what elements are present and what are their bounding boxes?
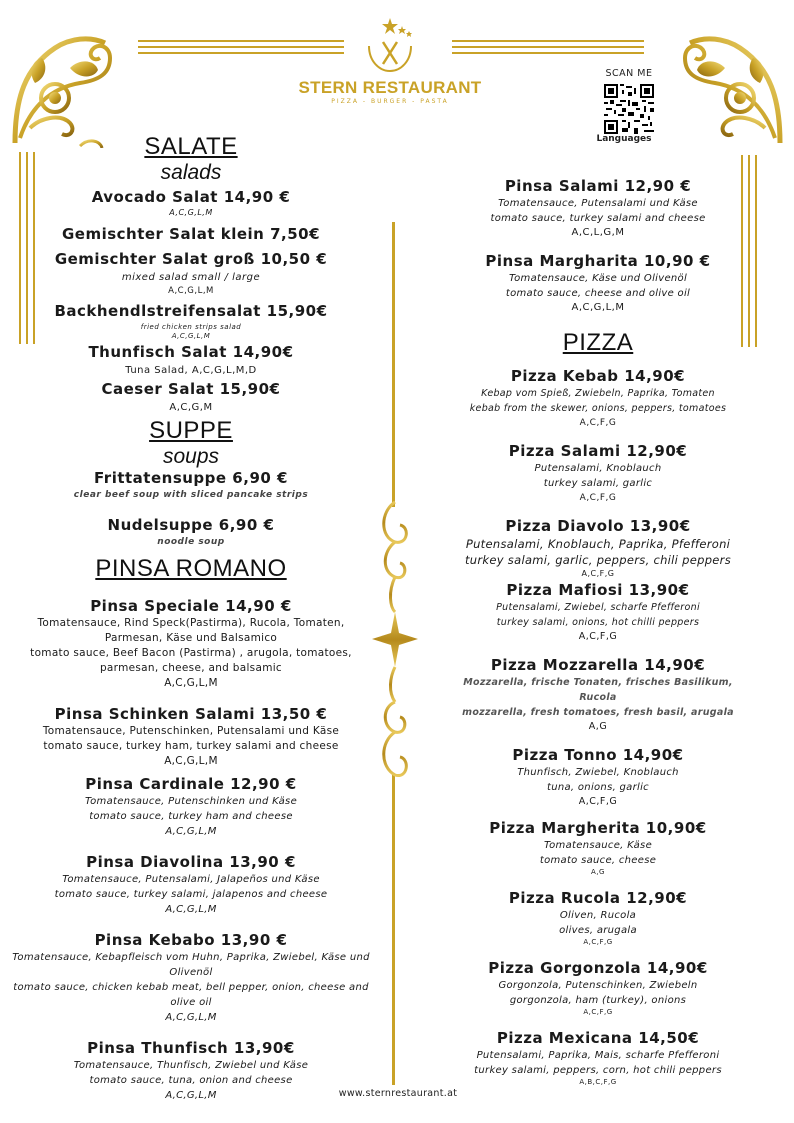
- menu-item: [10, 516, 372, 549]
- menu-item: [10, 705, 372, 769]
- header-line-right: [452, 40, 644, 42]
- item-name: Pizza Mafiosi 13,90€: [506, 581, 690, 599]
- item-allergens: A,C,F,G: [578, 796, 618, 807]
- header-line-right: [452, 46, 644, 48]
- section-subtitle-soups: soups: [162, 445, 220, 468]
- item-desc: tomato sauce, chicken kebab meat, bell pepper, onion, cheese and: [13, 982, 369, 993]
- item-name: Pinsa Schinken Salami 13,50 €: [54, 705, 328, 723]
- item-desc: Kebap vom Spieß, Zwiebeln, Paprika, Tomaten: [481, 388, 715, 399]
- item-desc: clear beef soup with sliced pancake strips: [73, 490, 309, 500]
- item-desc: Putensalami, Knoblauch: [534, 463, 662, 474]
- item-desc: Tomatensauce, Putenschinken und Käse: [84, 796, 298, 807]
- item-allergens: A,C,G,L,M: [165, 904, 217, 915]
- item-desc: tomato sauce, turkey ham, turkey salami and cheese: [43, 740, 339, 752]
- item-allergens: A,C,L,G,M: [571, 227, 625, 238]
- menu-item: [10, 188, 372, 219]
- item-name: Pinsa Margharita 10,90 €: [485, 252, 711, 270]
- item-desc: tomato sauce, cheese and olive oil: [505, 288, 691, 299]
- item-name: Avocado Salat 14,90 €: [91, 188, 291, 206]
- item-desc: Tomatensauce, Rind Speck(Pastirma), Rucola, Tomaten,: [37, 617, 345, 629]
- menu-item: [448, 746, 748, 809]
- item-allergens: A,C,G,L,M: [164, 677, 218, 689]
- item-allergens: A,C,G,L,M: [164, 755, 218, 767]
- side-line-right: [755, 155, 757, 347]
- item-allergens: A,C,F,G: [583, 938, 613, 946]
- menu-item: [448, 1029, 748, 1087]
- item-name: Pizza Kebab 14,90€: [510, 367, 686, 385]
- item-desc: olives, arugala: [559, 925, 637, 936]
- item-name: Pinsa Kebabo 13,90 €: [94, 931, 288, 949]
- center-flourish-ornament: [370, 497, 420, 782]
- item-name: Pizza Gorgonzola 14,90€: [488, 959, 708, 977]
- item-name: Pizza Diavolo 13,90€: [505, 517, 691, 535]
- item-desc: Thunfisch, Zwiebel, Knoblauch: [517, 767, 679, 778]
- item-name: Pinsa Thunfisch 13,90€: [87, 1039, 295, 1057]
- item-name: Nudelsuppe 6,90 €: [107, 516, 275, 534]
- header-line-left: [138, 40, 344, 42]
- item-desc: tomato sauce, Beef Bacon (Pastirma) , arugola, tomatoes,: [30, 647, 352, 659]
- item-desc: tomato sauce, turkey salami, jalapenos and cheese: [54, 889, 328, 900]
- header-line-right: [452, 52, 644, 54]
- logo-icon: [357, 16, 423, 74]
- item-desc: mixed salad small / large: [121, 272, 261, 283]
- item-desc: Parmesan, Käse und Balsamico: [104, 632, 278, 644]
- item-desc: turkey salami, peppers, corn, hot chili peppers: [474, 1065, 722, 1076]
- languages-label: Languages: [596, 134, 652, 144]
- item-desc: tomato sauce, turkey ham and cheese: [89, 811, 293, 822]
- item-allergens: A,C,F,G: [579, 418, 617, 428]
- menu-item: [448, 959, 748, 1017]
- item-allergens: A,C,F,G: [581, 569, 615, 578]
- item-name: Pizza Salami 12,90€: [508, 442, 688, 460]
- item-name: Frittatensuppe 6,90 €: [94, 469, 288, 487]
- item-name: Gemischter Salat klein 7,50€: [61, 225, 321, 243]
- menu-item: [10, 380, 372, 415]
- item-name: Thunfisch Salat 14,90€: [88, 343, 294, 361]
- item-desc: tomato sauce, cheese: [539, 855, 657, 866]
- item-desc: tomato sauce, turkey salami and cheese: [490, 213, 706, 224]
- item-desc: Tomatensauce, Thunfisch, Zwiebel und Käse: [73, 1060, 309, 1071]
- menu-item: [10, 250, 372, 298]
- item-allergens: A,B,C,F,G: [579, 1078, 617, 1086]
- item-allergens: A,C,G,L,M: [165, 826, 217, 837]
- item-name: Pinsa Speciale 14,90 €: [90, 597, 292, 615]
- item-desc: olive oil: [170, 997, 212, 1008]
- item-desc: parmesan, cheese, and balsamic: [99, 662, 283, 674]
- menu-item: [10, 302, 372, 341]
- item-desc: Tuna Salad, A,C,G,L,M,D: [125, 365, 257, 376]
- section-subtitle-salads: salads: [160, 161, 222, 184]
- item-allergens: A,C,G,L,M: [169, 208, 213, 217]
- item-allergens: A,C,F,G: [578, 631, 618, 642]
- item-allergens: A,G: [588, 721, 608, 732]
- corner-ornament-top-right: [660, 28, 785, 148]
- item-desc: turkey salami, garlic, peppers, chili peppers: [464, 553, 731, 567]
- header-line-left: [138, 46, 344, 48]
- menu-item: [448, 889, 748, 947]
- section-title-pizza: PIZZA: [562, 329, 634, 356]
- scan-me-label: SCAN ME: [605, 68, 653, 79]
- item-desc: Putensalami, Zwiebel, scharfe Pfefferoni: [496, 602, 700, 613]
- menu-item: [448, 581, 748, 644]
- item-name: Pizza Tonno 14,90€: [512, 746, 684, 764]
- website-link[interactable]: www.sternrestaurant.at: [338, 1088, 458, 1099]
- menu-item: [448, 367, 748, 430]
- menu-item: [10, 775, 372, 839]
- menu-column-left: [10, 133, 372, 1103]
- brand-name: STERN RESTAURANT: [298, 78, 482, 97]
- item-desc: Tomatensauce, Putenschinken, Putensalami und Käse: [42, 725, 340, 737]
- item-desc: Tomatensauce, Putensalami, Jalapeños und Käse: [62, 874, 320, 885]
- section-title-pinsa-romano: PINSA ROMANO: [95, 555, 287, 582]
- item-allergens: A,C,G,L,M: [165, 1090, 217, 1101]
- menu-item: [448, 252, 748, 315]
- menu-item: [10, 853, 372, 917]
- menu-item: [448, 819, 748, 877]
- brand-tagline: PIZZA - BURGER - PASTA: [331, 98, 449, 105]
- item-desc: mozzarella, fresh tomatoes, fresh basil, arugala: [462, 707, 734, 718]
- item-allergens: A,C,F,G: [579, 493, 617, 503]
- item-name: Pizza Mozzarella 14,90€: [490, 656, 706, 674]
- item-desc: Tomatensauce, Käse und Olivenöl: [508, 273, 688, 284]
- side-line-right: [748, 155, 750, 347]
- menu-item: [10, 225, 372, 244]
- item-desc: turkey salami, onions, hot chilli peppers: [496, 617, 700, 628]
- item-name: Gemischter Salat groß 10,50 €: [54, 250, 328, 268]
- item-name: Pizza Mexicana 14,50€: [496, 1029, 700, 1047]
- item-allergens: A,G: [591, 868, 605, 876]
- item-name: Backhendlstreifensalat 15,90€: [54, 302, 328, 320]
- item-name: Caeser Salat 15,90€: [101, 380, 281, 398]
- qr-code-icon[interactable]: [604, 84, 654, 134]
- item-allergens: A,C,F,G: [583, 1008, 613, 1016]
- item-desc: tomato sauce, tuna, onion and cheese: [89, 1075, 293, 1086]
- item-desc: gorgonzola, ham (turkey), onions: [509, 995, 687, 1006]
- item-desc: tuna, onions, garlic: [547, 782, 649, 793]
- menu-item: [448, 517, 748, 579]
- item-allergens: A,C,G,L,M: [168, 286, 214, 296]
- section-title-suppe: SUPPE: [149, 417, 233, 444]
- item-name: Pizza Rucola 12,90€: [508, 889, 688, 907]
- header-line-left: [138, 52, 344, 54]
- item-desc: Gorgonzola, Putenschinken, Zwiebeln: [498, 980, 698, 991]
- menu-item: [448, 177, 748, 240]
- corner-ornament-top-left: [10, 28, 135, 148]
- item-desc: Mozzarella, frische Tonaten, frisches Basilikum, Rucola: [463, 677, 733, 703]
- item-desc: Olivenöl: [169, 967, 213, 978]
- item-desc: Putensalami, Knoblauch, Paprika, Pfefferoni: [465, 537, 731, 551]
- menu-item: [10, 469, 372, 502]
- menu-column-right: [448, 177, 748, 1087]
- item-desc: kebab from the skewer, onions, peppers, tomatoes: [469, 403, 727, 414]
- item-allergens: A,C,G,L,M: [571, 302, 625, 313]
- item-allergens: A,C,G,L,M: [165, 1012, 217, 1023]
- menu-item: [10, 931, 372, 1025]
- center-divider-bottom: [392, 775, 395, 1085]
- section-title-salate: SALATE: [144, 133, 238, 160]
- item-name: Pinsa Cardinale 12,90 €: [85, 775, 297, 793]
- menu-item: [10, 597, 372, 691]
- menu-item: [448, 442, 748, 505]
- item-desc: Putensalami, Paprika, Mais, scharfe Pfefferoni: [476, 1050, 720, 1061]
- item-desc: turkey salami, garlic: [543, 478, 653, 489]
- item-desc: Tomatensauce, Käse: [543, 840, 653, 851]
- item-desc: noodle soup: [157, 537, 225, 547]
- menu-item: [10, 343, 372, 378]
- item-desc: Tomatensauce, Kebapfleisch vom Huhn, Paprika, Zwiebel, Käse und: [12, 952, 370, 963]
- center-divider-top: [392, 222, 395, 507]
- item-name: Pizza Margherita 10,90€: [489, 819, 707, 837]
- menu-item: [448, 656, 748, 734]
- item-allergens: A,C,G,L,M: [171, 332, 211, 340]
- item-desc: Tomatensauce, Putensalami und Käse: [498, 198, 698, 209]
- item-desc: fried chicken strips salad: [140, 323, 242, 331]
- item-allergens: A,C,G,M: [169, 402, 213, 413]
- item-desc: Oliven, Rucola: [559, 910, 637, 921]
- item-name: Pinsa Diavolina 13,90 €: [86, 853, 296, 871]
- item-name: Pinsa Salami 12,90 €: [504, 177, 692, 195]
